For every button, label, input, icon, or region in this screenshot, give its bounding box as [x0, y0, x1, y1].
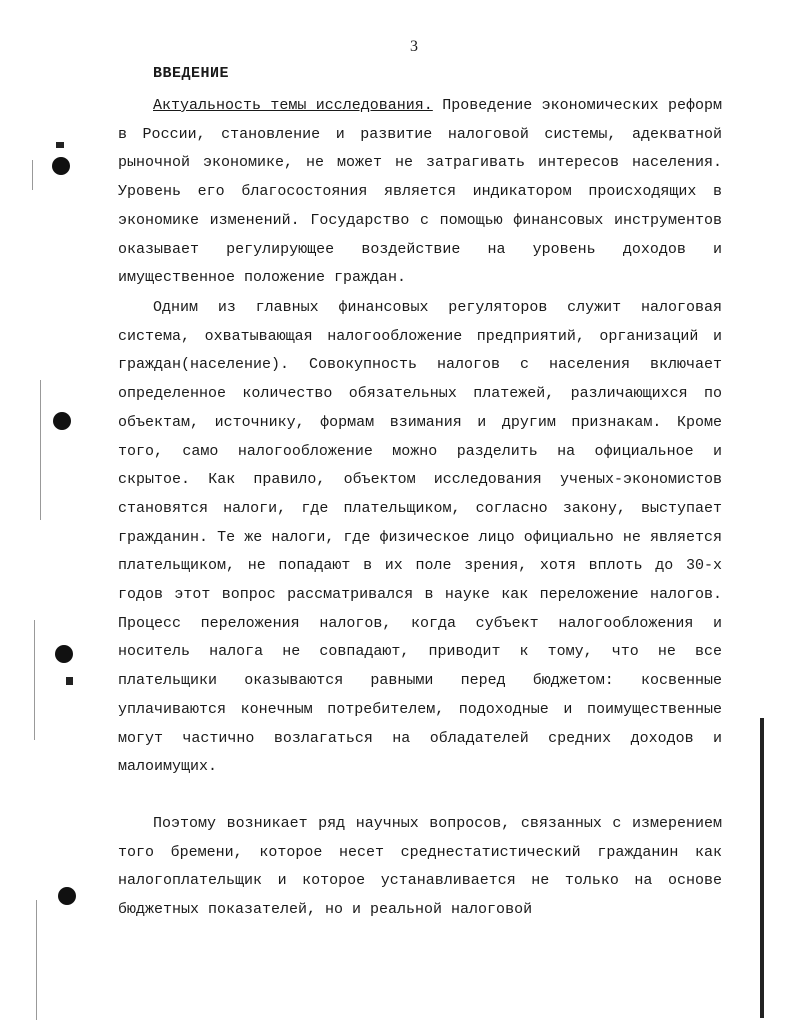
relevance-label: Актуальность темы исследования. [153, 97, 433, 114]
paragraph-tax-system: Одним из главных финансовых регуляторов служит налоговая система, охватывающая налогообложение предприятий, организаций и граждан(население). Совокупность налогов с населения включает определенное количество обязательных платежей, различающихся по объектам, источнику, формам взимания и другим признакам. Кроме того, само налогообложение можно разделить на официальное и скрытое. Как правило, объектом исследования ученых-экономистов становятся налоги, где плательщиком, согласно закону, выступает гражданин. Те же налоги, где физическое лицо официально не является плательщиком, не попадают в их поле зрения, хотя вплоть до 30-х годов этот вопрос рассматривался в науке как переложение налогов. Процесс переложения налогов, когда субъект налогообложения и носитель налога не совпадают, приводит к тому, что не все плательщики оказываются равными перед бюджетом: косвенные уплачиваются конечным потребителем, подоходные и поимущественные могут частично возлагаться на обладателей средних доходов и малоимущих. [118, 299, 722, 776]
punch-hole-4 [58, 887, 76, 905]
scan-speck [56, 142, 64, 148]
scan-margin-line [32, 160, 33, 190]
scan-margin-line [36, 900, 37, 1020]
paragraph-relevance [118, 92, 722, 293]
section-heading: ВВЕДЕНИЕ [153, 65, 230, 82]
scan-edge-bar [760, 718, 764, 1018]
page-number: 3 [410, 38, 418, 55]
punch-hole-1 [52, 157, 70, 175]
scan-margin-line [34, 620, 35, 740]
punch-hole-2 [53, 412, 71, 430]
scan-speck [66, 677, 73, 685]
paragraph-relevance-text: Проведение экономических реформ в России, становление и развитие налоговой системы, адекватной рыночной экономике, не может не затрагивать интересов населения. Уровень его благосостояния является индикатором происходящих в экономике изменений. Государство с помощью финансовых инструментов оказывает регулирующее воздействие на уровень доходов и имущественное положение граждан. [118, 97, 723, 287]
scan-margin-line [40, 380, 41, 520]
punch-hole-3 [55, 645, 73, 663]
paragraph-research-questions: Поэтому возникает ряд научных вопросов, связанных с измерением того бремени, которое несет среднестатистический гражданин как налогоплательщик и которое устанавливается не только на основе бюджетных показателей, но и реальной налоговой [118, 815, 722, 919]
